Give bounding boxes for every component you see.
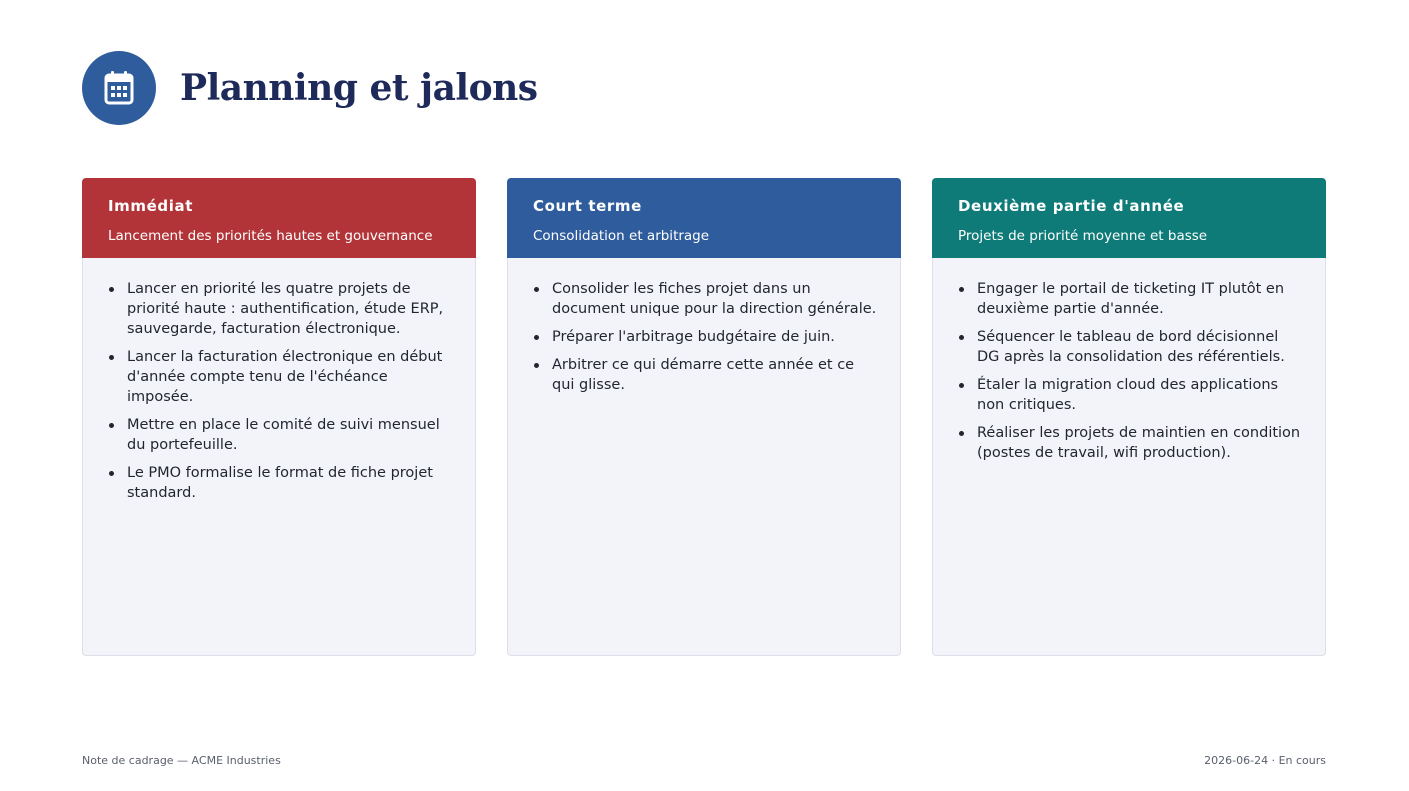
column-header [82,178,476,258]
list-item: Préparer l'arbitrage budgétaire de juin. [532,327,880,347]
column-subtitle: Lancement des priorités hautes et gouvernance [108,228,433,244]
timeline-columns [82,178,1326,656]
calendar-icon [82,51,156,125]
column-title: Court terme [533,197,642,215]
column-immediat [82,178,476,656]
list-item: Consolider les fiches projet dans un document unique pour la direction générale. [532,279,880,319]
page-title: Planning et jalons [180,67,538,109]
item-list [532,279,880,395]
column-title: Immédiat [108,197,193,215]
list-item: Séquencer le tableau de bord décisionnel DG après la consolidation des référentiels. [957,327,1305,367]
page-header [82,51,538,125]
list-item: Lancer la facturation électronique en début d'année compte tenu de l'échéance imposée. [107,347,455,407]
list-item: Le PMO formalise le format de fiche projet standard. [107,463,455,503]
column-title: Deuxième partie d'année [958,197,1185,215]
list-item: Étaler la migration cloud des applications non critiques. [957,375,1305,415]
list-item: Lancer en priorité les quatre projets de priorité haute : authentification, étude ERP, sauvegarde, facturation électronique. [107,279,455,339]
column-body [932,258,1326,656]
column-subtitle: Consolidation et arbitrage [533,228,710,244]
footer-date-status: 2026-06-24 · En cours [1204,754,1326,767]
column-header [932,178,1326,258]
footer-document-label: Note de cadrage — ACME Industries [82,754,281,767]
column-deuxieme-partie [932,178,1326,656]
item-list [957,279,1305,463]
column-court-terme [507,178,901,656]
item-list [107,279,455,503]
column-header [507,178,901,258]
list-item: Réaliser les projets de maintien en condition (postes de travail, wifi production). [957,423,1305,463]
column-body [507,258,901,656]
list-item: Engager le portail de ticketing IT plutôt en deuxième partie d'année. [957,279,1305,319]
column-subtitle: Projets de priorité moyenne et basse [958,228,1208,244]
column-body [82,258,476,656]
list-item: Arbitrer ce qui démarre cette année et ce qui glisse. [532,355,880,395]
list-item: Mettre en place le comité de suivi mensuel du portefeuille. [107,415,455,455]
